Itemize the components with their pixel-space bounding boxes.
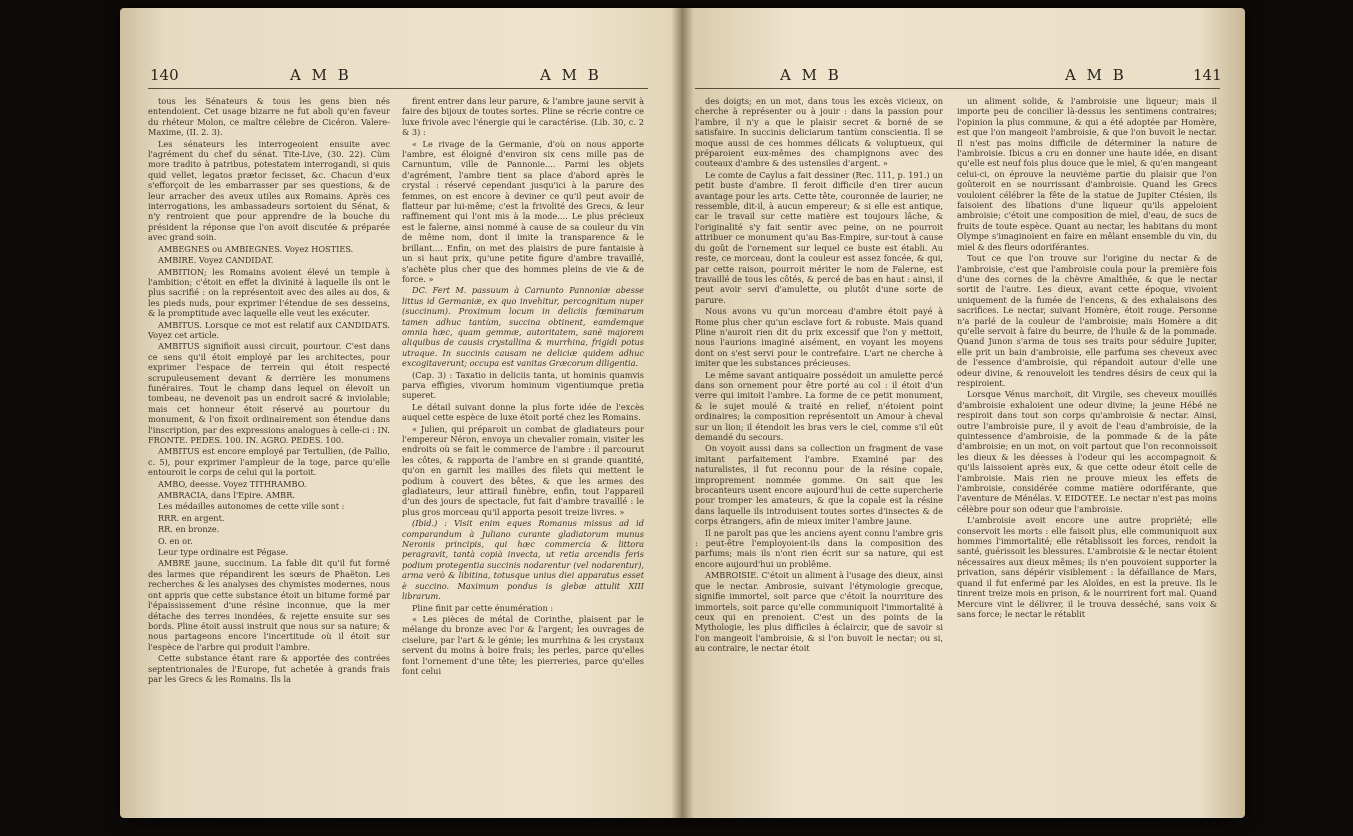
left-page xyxy=(120,68,665,808)
paragraph: « Les pièces de métal de Corinthe, plaisent par le mélange du bronze avec l'or & l'argent; les ouvrages de ciselure, par l'art & le génie; les murrhina & les crystaux servent du moins à boire frais; les perles, parce qu'elles font l'ornement d'une tête; les pierreries, parce qu'elles font celui xyxy=(402,613,644,676)
right-column-1 xyxy=(695,96,943,836)
paragraph: AMBEGNES ou AMBIEGNES. Voyez HOSTIES. xyxy=(158,243,354,254)
paragraph: Leur type ordinaire est Pégase. xyxy=(158,547,289,558)
left-page-number: 140 xyxy=(150,66,179,84)
paragraph: des doigts; en un mot, dans tous les excès vicieux, on cherche à représenter ou à jouir : dans la passion pour l'ambre, il n'y a que le plaisir secret & borné de se satisfaire. In succinis deliciarum tantùm conscientia. Il se moque aussi de ces hommes délicats & voluptueux, qui préparoient eux-mêmes des champignons avec des couteaux d'ambre & des ustensiles d'argent. » xyxy=(695,96,943,169)
paragraph: un aliment solide, & l'ambroisie une liqueur; mais il importe peu de concilier là-dessus les sentimens contraires; l'opinion la plus commune, & qui a été adoptée par Homère, est que l'on mangeoit l'ambroisie, & que l'on buvoit le nectar. Il n'est pas moins difficile de déterminer la nature de l'ambroisie. Ibicus a cru en donner une haute idée, en disant qu'elle est neuf fois plus douce que le miel, & qu'en mangeant celui-ci, on éprouve la neuvième partie du plaisir que l'on goûteroit en se nourrissant d'ambroisie. Quand les Grecs vouloient célébrer la fête de la statue de Jupiter Ctésien, ils faisoient des libations d'une liqueur qu'ils appeloient ambroisie; c'étoit une composition de miel, d'eau, de sucs de fruits de toute espèce. Quant au nectar, les habitans du mont Olympe s'imaginoient en faire en mêlant ensemble du vin, du miel & des fleurs odoriférantes. xyxy=(957,96,1217,252)
paragraph: Le comte de Caylus a fait dessiner (Rec. 111, p. 191.) un petit buste d'ambre. Il feroit difficile d'en tirer aucun avantage pour les arts. Cette tête, couronnée de laurier, ne ressemble, dit-il, à aucun empereur; & si elle est antique, car le travail sur cette matière est toujours lâche, & l'originalité s'y fait sentir avec peine, on ne pourroit attribuer ce monument qu'au Bas-Empire, sur-tout à cause du goût de l'ornement sur lequel ce buste est établi. Au reste, ce morceau, dont la couleur est assez foncée, & qui, par cette raison, pourroit mériter le nom de Falerne, est travaillé de tous les côtés, & percé de bas en haut : ainsi, il peut avoir servi d'amulette, ou plutôt d'une sorte de parure. xyxy=(695,169,943,305)
left-header-right: A M B xyxy=(540,66,602,84)
paragraph: RR. en bronze. xyxy=(158,524,220,535)
paragraph: Le même savant antiquaire possédoit un amulette percé dans son ornement pour être porté au col : il étoit d'un verre qui imitoit l'ambre. La forme de ce petit monument, & le sujet moulé & traité en relief, n'étoient point ordinaires; la composition représentoit un Amour à cheval sur un lion; il étendoit les bras vers le ciel, comme s'il eût demandé du secours. xyxy=(695,369,943,442)
paragraph: AMBIRE. Voyez CANDIDAT. xyxy=(158,255,274,266)
paragraph: AMBITUS. Lorsque ce mot est relatif aux CANDIDATS. Voyez cet article. xyxy=(148,319,390,340)
left-column-1 xyxy=(148,96,390,836)
paragraph: L'ambroisie avoit encore une autre propriété; elle conservoit les morts : elle faisoit plus, elle communiquoit aux hommes l'immortalité; elle rétablissoit les forces, rendoit la santé, guérissoit les blessures. L'ambroisie & le nectar étoient nécessaires aux dieux mêmes; ils n'en pouvoient supporter la privation, sans dépérir visiblement : la défaillance de Mars, quand il fut enfermé par les Aloïdes, en est la preuve. Ils le tinrent treize mois en prison, & le nourrirent fort mal. Quand Mercure vint le délivrer, il le trouva desséché, sans voix & sans force; le nectar le rétablit xyxy=(957,515,1217,619)
paragraph: tous les Sénateurs & tous les gens bien nés entendoient. Cet usage bizarre ne fut aboli qu'en faveur du rhéteur Molon, ce maître célebre de Cicéron. Valere-Maxime, (II. 2. 3). xyxy=(148,96,390,138)
paragraph: Pline finit par cette énumération : xyxy=(412,602,554,613)
left-column-2 xyxy=(402,96,644,836)
paragraph: « Le rivage de la Germanie, d'où on nous apporte l'ambre, est éloigné d'environ six cens mille pas de Carnuntum, ville de Pannonie.... Parmi les objets d'agrément, l'ambre tient sa place d'abord après le crystal : réservé cependant jusqu'ici à la parure des femmes, on est encore à deviner ce qu'il peut avoir de flatteur par lui-même; c'est la frivolité des Grecs, & leur raffinement qui l'ont mis à la mode.... Le plus précieux est le falerne, ainsi nommé à cause de sa couleur du vin de même nom, dont il imite la transparence & le brillant.... Enfin, on met des plaisirs de pure fantaisie à un si haut prix, qu'une petite figure d'ambre travaillé, s'achète plus cher que des hommes pleins de vie & de force. » xyxy=(402,138,644,284)
left-header-rule xyxy=(148,88,648,89)
paragraph: Il ne paroît pas que les anciens ayent connu l'ambre gris : peut-être l'employoient-ils dans la composition des parfums; mais ils n'ont rien écrit sur sa nature, qui est encore aujourd'hui un problême. xyxy=(695,527,943,569)
paragraph: AMBITUS est encore employé par Tertullien, (de Pallio, c. 5), pour exprimer l'ampleur de la toge, parce qu'elle entouroit le corps de celui qui la portoit. xyxy=(148,446,390,478)
paragraph: firent entrer dans leur parure, & l'ambre jaune servit à faire des bijoux de toutes sortes. Pline se récrie contre ce luxe frivole avec l'énergie qui le caractérise. (Lib. 30, c. 2 & 3) : xyxy=(402,96,644,138)
paragraph: AMBRACIA, dans l'Epire. AMBR. xyxy=(158,490,295,501)
paragraph: Le détail suivant donne la plus forte idée de l'excès auquel cette espèce de luxe étoit porté chez les Romains. xyxy=(402,401,644,423)
paragraph: O. en or. xyxy=(158,535,193,546)
paragraph: AMBITION; les Romains avoient élevé un temple à l'ambition; c'étoit en effet la divinité à laquelle ils ont le plus sacrifié : on la représentoit avec des ailes au dos, & les pieds nuds, pour exprimer l'étendue de ses desseins, & la promptitude avec laquelle elle veut les exécuter. xyxy=(148,266,390,319)
right-header-right: A M B xyxy=(1065,66,1127,84)
book-spread xyxy=(120,8,1245,818)
paragraph: Lorsque Vénus marchoit, dit Virgile, ses cheveux mouillés d'ambroisie exhaloient une odeur divine; la jeune Hébé ne respiroit dans tout son corps qu'ambroisie & nectar. Ainsi, outre l'ambroisie pure, il y avoit de l'eau d'ambroisie, de la quintessence d'ambroisie, de la pommade & de la pâte d'ambroisie; en un mot, on voit partout que l'on reconnoissoit les dieux & les déesses à l'odeur qui les accompagnoit & qu'ils laissoient après eux, & que cette odeur étoit celle de l'ambroisie. Mais rien ne prouve mieux les effets de l'ambroisie, considérée comme matière odoriférante, que l'aventure de Ménélas. V. EIDOTEE. Le nectar n'est pas moins célèbre pour son odeur que l'ambroisie. xyxy=(957,389,1217,514)
right-column-2 xyxy=(957,96,1217,836)
right-header-left: A M B xyxy=(780,66,842,84)
paragraph: Nous avons vu qu'un morceau d'ambre étoit payé à Rome plus cher qu'un esclave fort & robuste. Mais quand Pline n'auroit rien dit du prix excessif que l'on y mettoit, nous l'aurions imaginé aisément, en voyant les moyens dont on s'est servi pour le contrefaire. L'art ne cherche à imiter que les substances précieuses. xyxy=(695,306,943,369)
paragraph: DC. Fert M. passuum à Carnunto Pannoniæ abesse littus id Germaniæ, ex quo invehitur, percognitum nuper (succinum). Proximum locum in deliciis fœminarum tamen adhuc tantùm, succina obtinent, eamdemque omnia hæc, quam gemmæ, autoritatem, sanè majorem aliquibus de causis crystallina & murrhina, frigidi potus utraque. In succinis causam ne deliciæ quidem adhuc excogitaverunt; occupa est vanitas Græcorum diligentia. xyxy=(402,285,644,369)
paragraph: AMBITUS signifioit aussi circuit, pourtour. C'est dans ce sens qu'il étoit employé par les architectes, pour exprimer l'espace de terrein qui étoit respecté scrupuleusement devant & derrière les monumens funéraires. Tout le champ dans lequel on élevoit un tombeau, ne devenoit pas un endroit sacré & inviolable; mais cet honneur étoit réservé au pourtour du monument, & l'on fixoit ordinairement son étendue dans l'inscription, par des expressions analogues à celle-ci : IN. FRONTE. PEDES. 100. IN. AGRO. PEDES. 100. xyxy=(148,341,390,445)
right-header-rule xyxy=(695,88,1220,89)
right-page xyxy=(685,68,1230,808)
paragraph: « Julien, qui préparoit un combat de gladiateurs pour l'empereur Néron, envoya un chevalier romain, visiter les endroits où se fait le commerce de l'ambre : il parcourut les côtes, & rapporta de l'ambre en si grande quantité, qu'on en garnit les mailles des filets qui mettent le podium à couvert des bêtes, & que les armes des gladiateurs, leur attirail funèbre, enfin, tout l'appareil d'un des jours de spectacle, fut fait d'ambre travaillé : le plus gros morceau qu'il apporta pesoit treize livres. » xyxy=(402,423,644,517)
paragraph: AMBRE jaune, succinum. La fable dit qu'il fut formé des larmes que répandirent les sœurs de Phaëton. Les recherches & les analyses des chymistes modernes, nous ont appris que cette substance étoit un bitume formé par l'épaississement d'une résine inconnue, que la mer détache des terres inondées, & rejette ensuite sur ses bords. Pline étoit aussi instruit que nous sur sa nature; & nous partageons encore l'incertitude où il étoit sur l'espèce de l'arbre qui produit l'ambre. xyxy=(148,558,390,652)
paragraph: AMBO, deesse. Voyez TITHRAMBO. xyxy=(158,478,307,489)
paragraph: (Cap. 3) : Taxatio in deliciis tanta, ut hominis quamvis parva effigies, vivorum hominum vigentiumque pretia superet. xyxy=(402,369,644,401)
paragraph: On voyoit aussi dans sa collection un fragment de vase imitant parfaitement l'ambre. Examiné par des naturalistes, il fut reconnu pour de la résine copale, improprement nommée gomme. On sait que les brocanteurs usent encore aujourd'hui de cette supercherie pour tromper les amateurs, & que la copale est la résine dans laquelle ils introduisent toutes sortes d'insectes & de corps étrangers, afin de mieux imiter l'ambre jaune. xyxy=(695,443,943,527)
paragraph: AMBROISIE. C'étoit un aliment à l'usage des dieux, ainsi que le nectar. Ambrosie, suivant l'étymologie grecque, signifie immortel, soit parce que c'étoit la nourriture des immortels, soit parce qu'elle communiquoit l'immortalité à ceux qui en prenoient. C'est un des points de la Mythologie, les plus difficiles à éclaircir, que de savoir si l'on mangeoit l'ambroisie, & si l'on buvoit le nectar; ou si, au contraire, le nectar étoit xyxy=(695,570,943,654)
paragraph: Cette substance étant rare & apportée des contrées septentrionales de l'Europe, fut achetée à grands frais par les Grecs & les Romains. Ils la xyxy=(148,653,390,684)
paragraph: Les sénateurs les interrogeoient ensuite avec l'agrément du chef du sénat. Tite-Live, (30. 22). Cùm more tradito à patribus, potestatem interrogandi, si quis quid vellet, legatos prætor fecisset, &c. Chacun d'eux s'efforçoit de les embarrasser par ses questions, & de leur arracher des aveux utiles aux Romains. Après ces interrogations, les ambassadeurs sortoient du Sénat, & n'y rentroient que pour apprendre de la bouche du président la réponse que l'on avoit discutée & préparée avec grand soin. xyxy=(148,138,390,243)
right-page-number: 141 xyxy=(1193,66,1222,84)
paragraph: Tout ce que l'on trouve sur l'origine du nectar & de l'ambroisie, c'est que l'ambroisie coula pour la première fois d'une des cornes de la chèvre Amalthée, & que le nectar sortit de l'autre. Les dieux, avant cette époque, vivoient uniquement de la fumée de l'encens, & des exhalaisons des sacrifices. Le nectar, suivant Homère, étoit rouge. Personne n'a parlé de la couleur de l'ambroisie; mais Homère a dit qu'elle servoit à faire du beurre, de l'huile & de la pommade. Quand Junon s'arma de tous ses traits pour séduire Jupiter, elle prit un bain d'ambroisie, elle parfuma ses cheveux avec de l'essence d'ambroisie, qui répandoit autour d'elle une odeur divine, & renouveloit les tendres désirs de ceux qui la respiroient. xyxy=(957,253,1217,388)
paragraph: Les médailles autonomes de cette ville sont : xyxy=(158,501,345,512)
paragraph: (Ibid.) : Visit enim eques Romanus missus ad id comparandum à Juliano curante gladiatorum munus Neronis principis, qui hæc commercia & littora peragravit, tantà copià invecta, ut retia arcendis feris podium protegentia succinis nodarentur (vel nodarentur), arma verò & libitina, totusque unius diei apparatus esset è succino. Maximum pondus is glebæ attulit XIII librarum. xyxy=(402,518,644,602)
left-header-left: A M B xyxy=(290,66,352,84)
paragraph: RRR. en argent. xyxy=(158,512,225,523)
